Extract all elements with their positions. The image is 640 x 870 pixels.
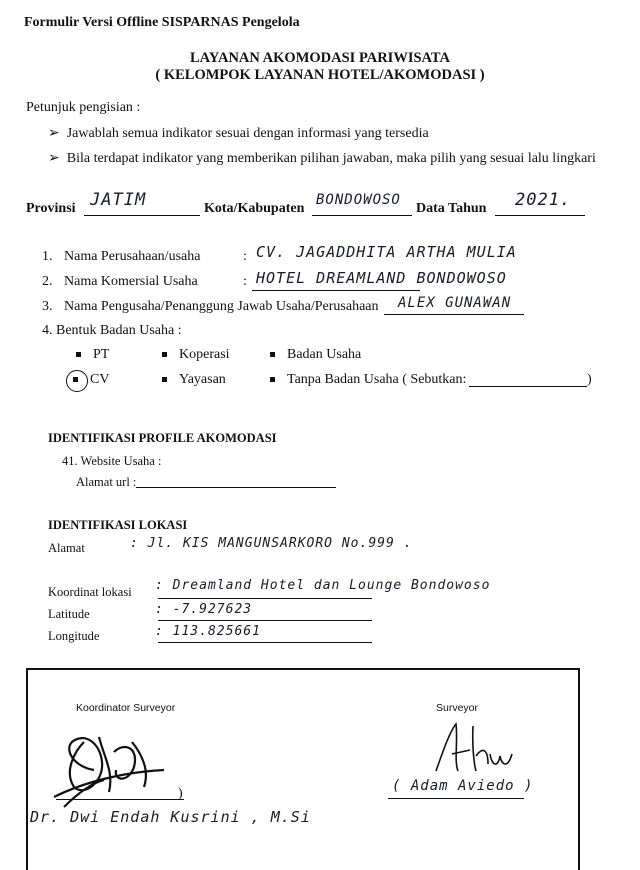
company-name-sep: : <box>243 249 247 264</box>
arrow-icon: ➢ <box>48 151 60 166</box>
address-value[interactable]: : Jl. KIS MANGUNSARKORO No.999 . <box>130 536 413 551</box>
year-value[interactable]: 2021. <box>515 190 572 210</box>
sub-title: ( KELOMPOK LAYANAN HOTEL/AKOMODASI ) <box>155 67 485 83</box>
coordinator-sign-line <box>56 799 184 800</box>
bullet-icon <box>270 352 275 357</box>
close-paren: ) <box>587 372 592 387</box>
instruction-item: ➢ Jawablah semua indikator sesuai dengan informasi yang tersedia <box>48 126 429 141</box>
location-heading: IDENTIFIKASI LOKASI <box>48 518 188 532</box>
latitude-line <box>158 620 372 621</box>
company-item-number: 2. <box>42 274 53 289</box>
owner-name-label: Nama Pengusaha/Penanggung Jawab Usaha/Perusahaan <box>64 299 379 314</box>
address-label: Alamat <box>48 541 85 555</box>
other-specify-line[interactable] <box>469 386 587 387</box>
option-koperasi[interactable]: Koperasi <box>162 347 230 363</box>
option-cv[interactable]: CV <box>73 372 109 388</box>
arrow-icon: ➢ <box>48 126 60 141</box>
bullet-icon <box>76 352 81 357</box>
surveyor-signature <box>428 716 528 776</box>
url-input-line[interactable] <box>136 487 336 488</box>
bullet-icon <box>162 352 167 357</box>
city-value[interactable]: BONDOWOSO <box>316 192 401 208</box>
province-line <box>84 215 200 216</box>
coord-label: Koordinat lokasi <box>48 585 132 599</box>
business-form-label: 4. Bentuk Badan Usaha : <box>42 323 182 338</box>
city-label: Kota/Kabupaten <box>204 201 305 216</box>
year-label: Data Tahun <box>416 201 487 216</box>
bullet-icon <box>162 377 167 382</box>
coordinator-label: Koordinator Surveyor <box>76 702 176 714</box>
company-item-number: 3. <box>42 299 53 314</box>
coord-line <box>158 598 372 599</box>
coord-value[interactable]: : Dreamland Hotel dan Lounge Bondowoso <box>155 578 491 593</box>
commercial-name-sep: : <box>243 274 247 289</box>
owner-name-line <box>384 314 524 315</box>
profile-heading: IDENTIFIKASI PROFILE AKOMODASI <box>48 431 277 445</box>
website-label: 41. Website Usaha : <box>62 454 162 468</box>
latitude-label: Latitude <box>48 607 90 621</box>
city-line <box>312 215 412 216</box>
instruction-item: ➢ Bila terdapat indikator yang memberikan pilihan jawaban, maka pilih yang sesuai lalu lingkari <box>48 151 596 166</box>
longitude-line <box>158 642 372 643</box>
longitude-value[interactable]: : 113.825661 <box>155 624 261 639</box>
option-tanpa-badan-usaha[interactable]: Tanpa Badan Usaha ( Sebutkan: <box>270 372 466 388</box>
bullet-icon <box>270 377 275 382</box>
surveyor-label: Surveyor <box>436 702 479 714</box>
commercial-name-line <box>252 290 420 291</box>
latitude-value[interactable]: : -7.927623 <box>155 602 253 617</box>
coordinator-name: Dr. Dwi Endah Kusrini , M.Si <box>30 808 311 826</box>
company-item-number: 1. <box>42 249 53 264</box>
coordinator-close-paren: ) <box>178 786 183 801</box>
url-label: Alamat url : <box>76 475 137 489</box>
company-name-value[interactable]: CV. JAGADDHITA ARTHA MULIA <box>256 243 517 261</box>
bullet-icon <box>73 377 78 382</box>
option-pt[interactable]: PT <box>76 347 109 363</box>
coordinator-signature <box>44 712 174 808</box>
main-title: LAYANAN AKOMODASI PARIWISATA <box>190 50 450 66</box>
option-badan-usaha[interactable]: Badan Usaha <box>270 347 361 363</box>
longitude-label: Longitude <box>48 629 100 643</box>
year-line <box>495 215 585 216</box>
surveyor-name: ( Adam Aviedo ) <box>392 778 534 794</box>
commercial-name-value[interactable]: HOTEL DREAMLAND BONDOWOSO <box>256 269 507 287</box>
commercial-name-label: Nama Komersial Usaha <box>64 274 198 289</box>
option-yayasan[interactable]: Yayasan <box>162 372 226 388</box>
company-name-label: Nama Perusahaan/usaha <box>64 249 201 264</box>
owner-name-value[interactable]: ALEX GUNAWAN <box>398 295 512 311</box>
province-label: Provinsi <box>26 201 76 216</box>
surveyor-sign-line <box>388 798 524 799</box>
form-title: Formulir Versi Offline SISPARNAS Pengelola <box>24 15 300 30</box>
instructions-heading: Petunjuk pengisian : <box>26 100 141 115</box>
province-value[interactable]: JATIM <box>90 190 147 210</box>
